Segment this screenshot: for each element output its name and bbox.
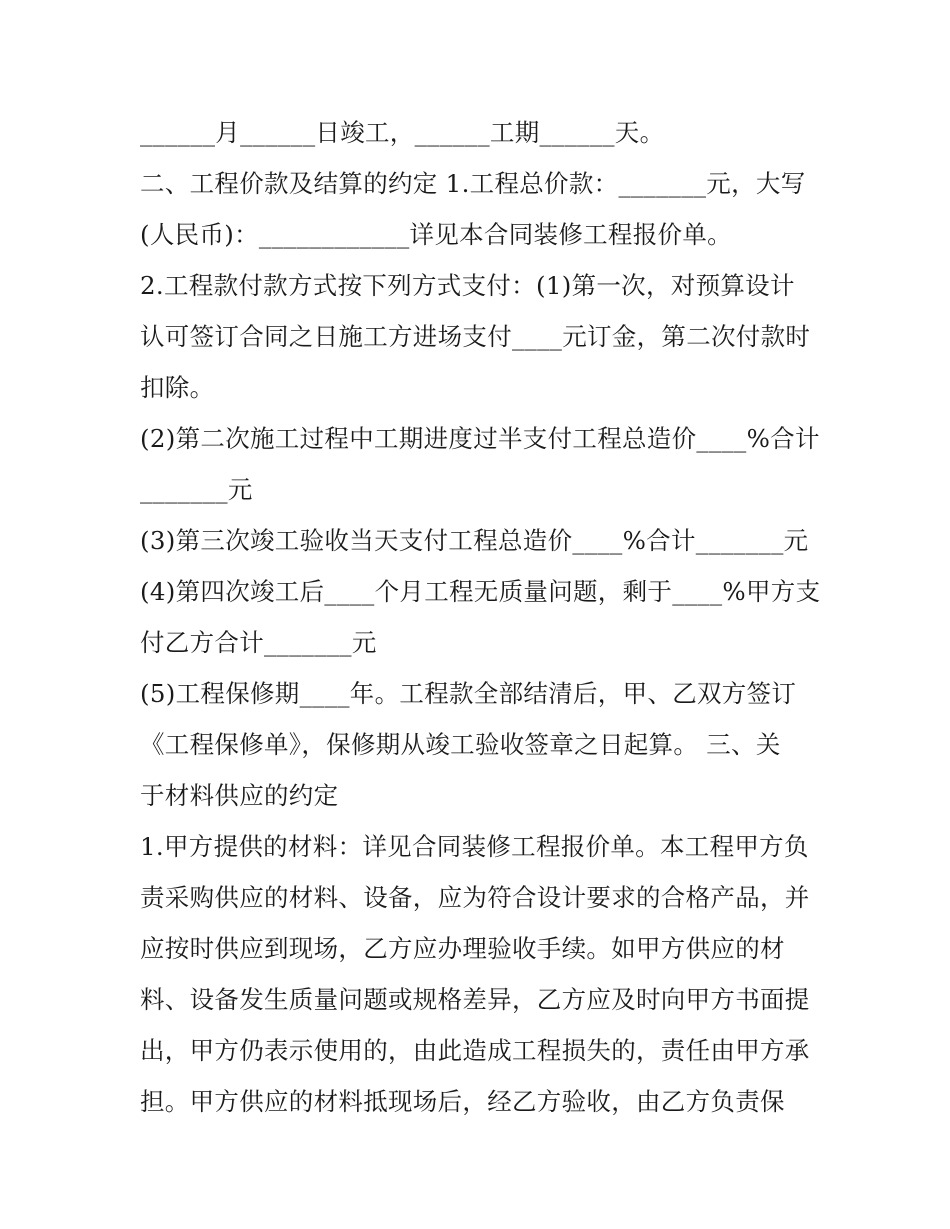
- text-line: _______元: [140, 475, 253, 504]
- text-line: 认可签订合同之日施工方进场支付____元订金，第二次付款时: [140, 322, 811, 351]
- text-line: (5)工程保修期____年。工程款全部结清后，甲、乙双方签订: [140, 679, 797, 708]
- text-line: (2)第二次施工过程中工期进度过半支付工程总造价____%合计: [140, 424, 820, 453]
- text-line: 担。甲方供应的材料抵现场后，经乙方验收，由乙方负责保: [140, 1087, 785, 1116]
- text-line: 2.工程款付款方式按下列方式支付：(1)第一次，对预算设计: [140, 271, 795, 300]
- text-line: (3)第三次竣工验收当天支付工程总造价____%合计_______元: [140, 526, 809, 555]
- text-line: 扣除。: [140, 373, 215, 402]
- text-line: 于材料供应的约定: [140, 781, 339, 810]
- text-line: 责采购供应的材料、设备，应为符合设计要求的合格产品，并: [140, 883, 810, 912]
- text-line: 出，甲方仍表示使用的，由此造成工程损失的，责任由甲方承: [140, 1036, 810, 1065]
- text-line: 《工程保修单》，保修期从竣工验收签章之日起算。 三、关: [140, 730, 781, 759]
- text-line: (4)第四次竣工后____个月工程无质量问题，剩于____%甲方支: [140, 577, 821, 606]
- text-line: 付乙方合计_______元: [140, 628, 377, 657]
- text-line: 料、设备发生质量问题或规格差异，乙方应及时向甲方书面提: [140, 985, 810, 1014]
- text-line: 二、工程价款及结算的约定 1.工程总价款：_______元，大写: [140, 169, 806, 198]
- text-line: 1.甲方提供的材料：详见合同装修工程报价单。本工程甲方负: [140, 832, 809, 861]
- text-line: 应按时供应到现场，乙方应办理验收手续。如甲方供应的材: [140, 934, 785, 963]
- text-line: (人民币)：____________详见本合同装修工程报价单。: [140, 220, 732, 249]
- text-line: ______月______日竣工，______工期______天。: [140, 118, 665, 147]
- document-body: [140, 107, 820, 1127]
